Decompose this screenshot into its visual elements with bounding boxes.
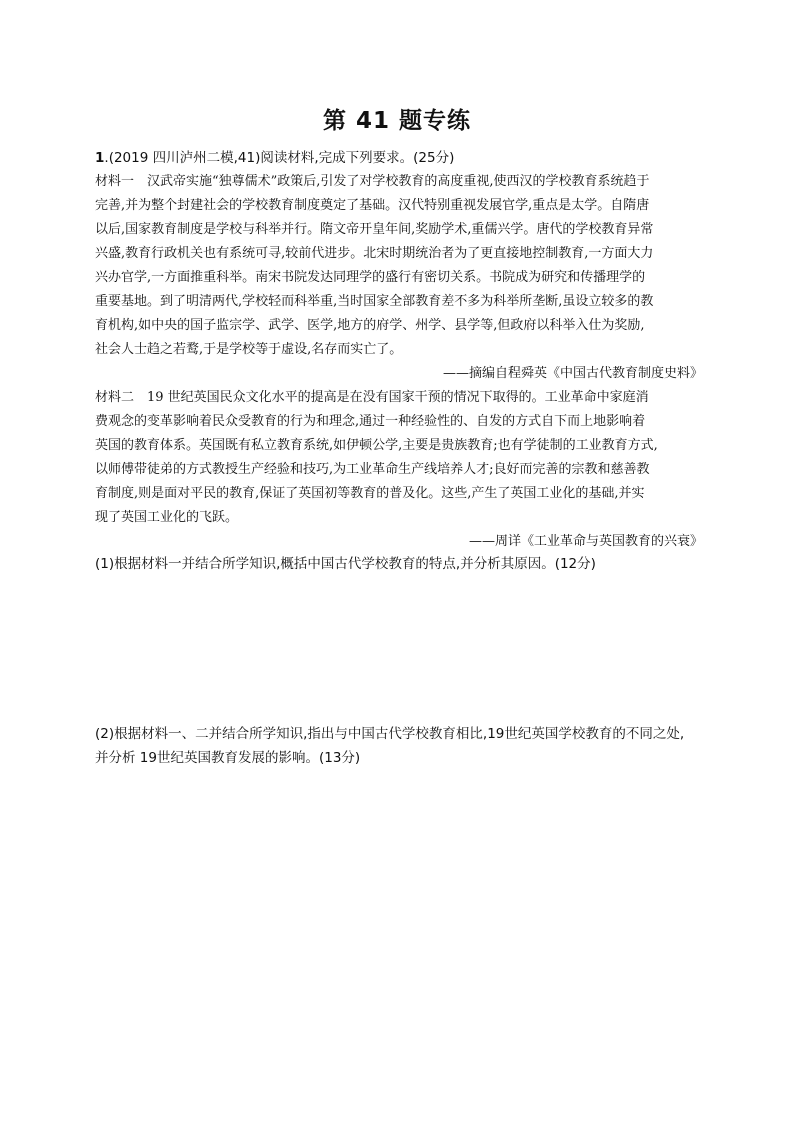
material-one-line-text: 兴盛,教育行政机关也有系统可寻,较前代进步。北宋时期统治者为了更直接地控制教育,一方面大力 <box>95 246 654 261</box>
material-two-line-text: 育制度,则是面对平民的教育,保证了英国初等教育的普及化。这些,产生了英国工业化的基础,并实 <box>95 486 645 501</box>
sub-question-one <box>95 552 705 576</box>
material-two-line <box>95 506 705 530</box>
material-two-line <box>95 482 705 506</box>
material-one-line <box>95 218 705 242</box>
question-header <box>95 146 705 170</box>
material-one-line <box>95 266 705 290</box>
material-one-line-text: 以后,国家教育制度是学校与科举并行。隋文帝开皇年间,奖励学术,重儒兴学。唐代的学校教育异常 <box>95 222 654 237</box>
material-two-line-text: 以师傅带徒弟的方式教授生产经验和技巧,为工业革命生产线培养人才;良好而完善的宗教和慈善教 <box>95 462 650 477</box>
material-one-line <box>95 242 705 266</box>
answer-space-one[interactable] <box>95 578 705 714</box>
material-two-label: 材料二 <box>95 390 135 405</box>
question-header-text: .(2019 四川泸州二模,41)阅读材料,完成下列要求。(25分) <box>104 150 455 166</box>
material-one-source: ——摘编自程舜英《中国古代教育制度史料》 <box>442 366 703 381</box>
sub-question-two-line: (2)根据材料一、二并结合所学知识,指出与中国古代学校教育相比,19世纪英国学校教育的不同之处, <box>95 726 685 742</box>
material-two-line <box>95 434 705 458</box>
material-one-label: 材料一 <box>95 174 135 189</box>
answer-space-two[interactable] <box>95 774 705 1074</box>
material-two-line <box>95 386 705 410</box>
material-one-line-text: 完善,并为整个封建社会的学校教育制度奠定了基础。汉代特别重视发展官学,重点是太学。自隋唐 <box>95 198 650 213</box>
material-one-line-text: 育机构,如中央的国子监宗学、武学、医学,地方的府学、州学、县学等,但政府以科举入仕为奖励, <box>95 318 645 333</box>
material-two-line-text: 费观念的变革影响着民众受教育的行为和理念,通过一种经验性的、自发的方式自下而上地影响着 <box>95 414 646 429</box>
material-one <box>95 170 705 386</box>
material-one-line-text: 兴办官学,一方面推重科举。南宋书院发达同理学的盛行有密切关系。书院成为研究和传播理学的 <box>95 270 646 285</box>
material-one-line <box>95 170 705 194</box>
material-two-line <box>95 458 705 482</box>
question-header-line <box>95 146 705 170</box>
material-two-line-text: 现了英国工业化的飞跃。 <box>95 510 239 525</box>
material-one-line-text: 汉武帝实施“独尊儒术”政策后,引发了对学校教育的高度重视,使西汉的学校教育系统趋于 <box>147 174 650 189</box>
material-one-line <box>95 290 705 314</box>
material-one-line-text: 重要基地。到了明清两代,学校轻而科举重,当时国家全部教育差不多为科举所垄断,虽设立较多的教 <box>95 294 654 309</box>
sub-question-two <box>95 722 705 770</box>
material-two-source: ——周详《工业革命与英国教育的兴衰》 <box>468 534 703 549</box>
sub-question-one-text: (1)根据材料一并结合所学知识,概括中国古代学校教育的特点,并分析其原因。(12分) <box>95 556 596 572</box>
material-two-line <box>95 410 705 434</box>
material-one-line <box>95 314 705 338</box>
question-number: 1 <box>95 150 105 166</box>
page-title: 第 41 题专练 <box>322 108 472 134</box>
material-one-line-text: 社会人士趋之若鹜,于是学校等于虚设,名存而实亡了。 <box>95 342 403 357</box>
sub-question-two-line: 并分析 19世纪英国教育发展的影响。(13分) <box>95 750 361 766</box>
material-one-line <box>95 338 705 362</box>
material-two-line-text: 19 世纪英国民众文化水平的提高是在没有国家干预的情况下取得的。工业革命中家庭消 <box>147 390 649 405</box>
material-one-line <box>95 194 705 218</box>
material-two-line-text: 英国的教育体系。英国既有私立教育系统,如伊顿公学,主要是贵族教育;也有学徒制的工业教育方式, <box>95 438 658 453</box>
material-two <box>95 386 705 554</box>
